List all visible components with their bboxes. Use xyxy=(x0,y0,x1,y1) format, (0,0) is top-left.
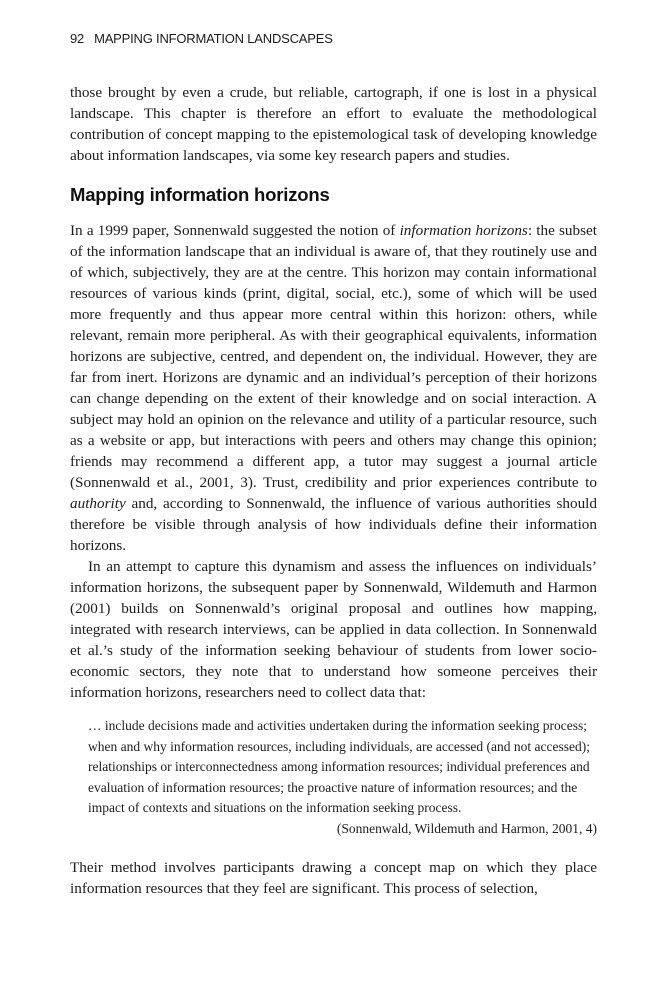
section-heading: Mapping information horizons xyxy=(70,184,330,205)
quote-text: … include decisions made and activities undertaken during the information seeking process; when and why information resources, including individuals, are accessed (and not accessed); relationships or interconnectedness among information resources; individual preferences and evaluation of information resources; the proactive nature of information resources; and the impact of contexts and situations on the information seeking process. xyxy=(88,718,590,816)
paragraph-information-horizons xyxy=(70,220,597,556)
paragraph-text: : the subset of the information landscape that an individual is aware of, that they routinely use and of which, subjectively, they are at the centre. This horizon may contain informational resources of various kinds (print, digital, social, etc.), some of which will be used more frequently and thus appear more central within this horizon: others, while relevant, remain more peripheral. As with their geographical equivalents, information horizons are subjective, centred, and dependent on, the individual. However, they are far from inert. Horizons are dynamic and an individual’s perception of their horizons can change depending on the extent of their knowledge and on social interaction. A subject may hold an opinion on the relevance and utility of a particular resource, such as a website or app, but interactions with peers and others may change this opinion; friends may recommend a different app, a tutor may suggest a journal article (Sonnenwald et al., 2001, 3). Trust, credibility and prior experiences contribute to xyxy=(70,222,597,491)
paragraph-dynamism: In an attempt to capture this dynamism and assess the influences on individuals’ information horizons, the subsequent paper by Sonnenwald, Wildemuth and Harmon (2001) builds on Sonnenwald’s original proposal and outlines how mapping, integrated with research interviews, can be applied in data collection. In Sonnenwald et al.’s study of the information seeking behaviour of students from lower socio-economic sectors, they note that to understand how someone perceives their information horizons, researchers need to collect data that: xyxy=(70,558,597,701)
quote-citation: (Sonnenwald, Wildemuth and Harmon, 2001, 4) xyxy=(336,820,597,836)
page-number: 92 xyxy=(70,31,85,46)
emphasis-term: information horizons xyxy=(399,222,528,239)
running-title: MAPPING INFORMATION LANDSCAPES xyxy=(94,31,333,46)
body-text xyxy=(70,82,597,899)
paragraph-text: and, according to Sonnenwald, the influence of various authorities should therefore be visible through analysis of how individuals define their information horizons. xyxy=(70,495,597,554)
emphasis-term: authority xyxy=(70,495,126,512)
paragraph-text: In a 1999 paper, Sonnenwald suggested the notion of xyxy=(70,222,400,239)
running-header xyxy=(70,31,333,46)
block-quote xyxy=(88,716,597,840)
paragraph-intro: those brought by even a crude, but reliable, cartograph, if one is lost in a physical landscape. This chapter is therefore an effort to evaluate the methodological contribution of concept mapping to the epistemological task of developing knowledge about information landscapes, via some key research papers and studies. xyxy=(70,84,597,164)
paragraph-method: Their method involves participants drawing a concept map on which they place information resources that they feel are significant. This process of selection, xyxy=(70,858,597,897)
